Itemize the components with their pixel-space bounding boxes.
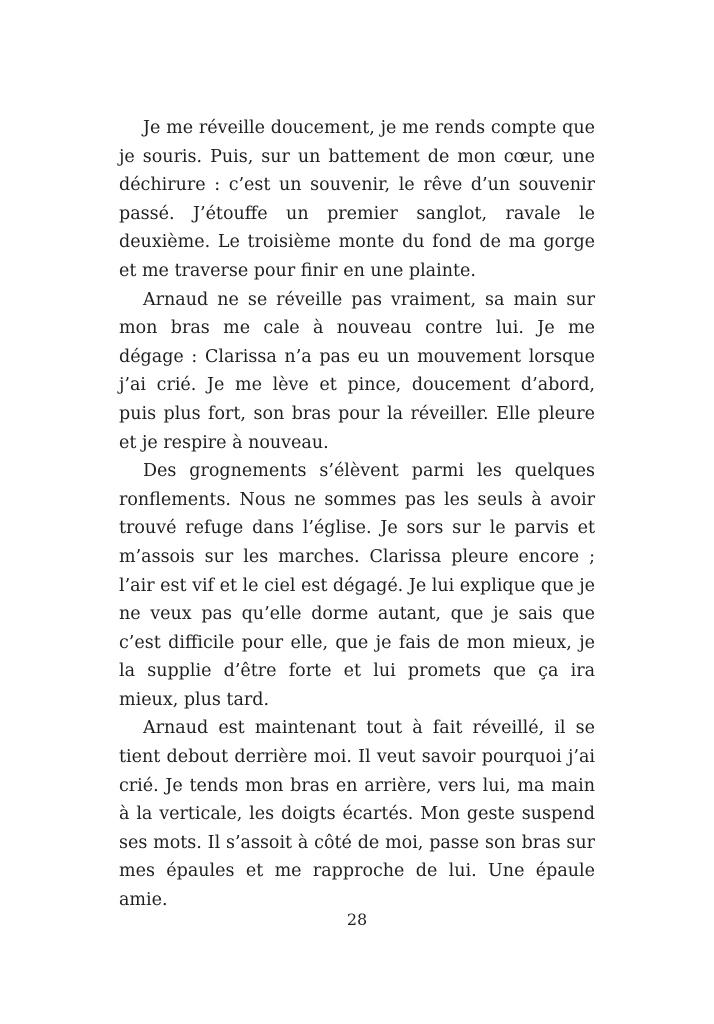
- page-number: 28: [346, 910, 368, 929]
- body-text: [119, 114, 595, 915]
- paragraph-4: Arnaud est maintenant tout à fait réveillé, il se tient debout derrière moi. Il veut savoir pourquoi j’ai crié. Je tends mon bras en arrière, vers lui, ma main à la verticale, les doigts écartés. Mon geste suspend ses mots. Il s’assoit à côté de moi, passe son bras sur mes épaules et me rapproche de lui. Une épaule amie.: [119, 718, 595, 911]
- paragraph-3: Des grognements s’élèvent parmi les quelques ronflements. Nous ne sommes pas les seuls à avoir trouvé refuge dans l’église. Je sors sur le parvis et m’assois sur les marches. Clarissa pleure encore ; l’air est vif et le ciel est dégagé. Je lui explique que je ne veux pas qu’elle dorme autant, que je sais que c’est difficile pour elle, que je fais de mon mieux, je la supplie d’être forte et lui promets que ça ira mieux, plus tard.: [119, 461, 595, 710]
- paragraph-2: Arnaud ne se réveille pas vraiment, sa main sur mon bras me cale à nouveau contre lui. Je me dégage : Clarissa n’a pas eu un mouvement lorsque j’ai crié. Je me lève et pince, doucement d’abord, puis plus fort, son bras pour la réveiller. Elle pleure et je respire à nouveau.: [119, 289, 595, 453]
- paragraph-1: Je me réveille doucement, je me rends compte que je souris. Puis, sur un battement de mon cœur, une déchirure : c’est un souvenir, le rêve d’un souvenir passé. J’étouffe un premier sanglot, ravale le deuxième. Le troisième monte du fond de ma gorge et me traverse pour finir en une plainte.: [119, 118, 595, 281]
